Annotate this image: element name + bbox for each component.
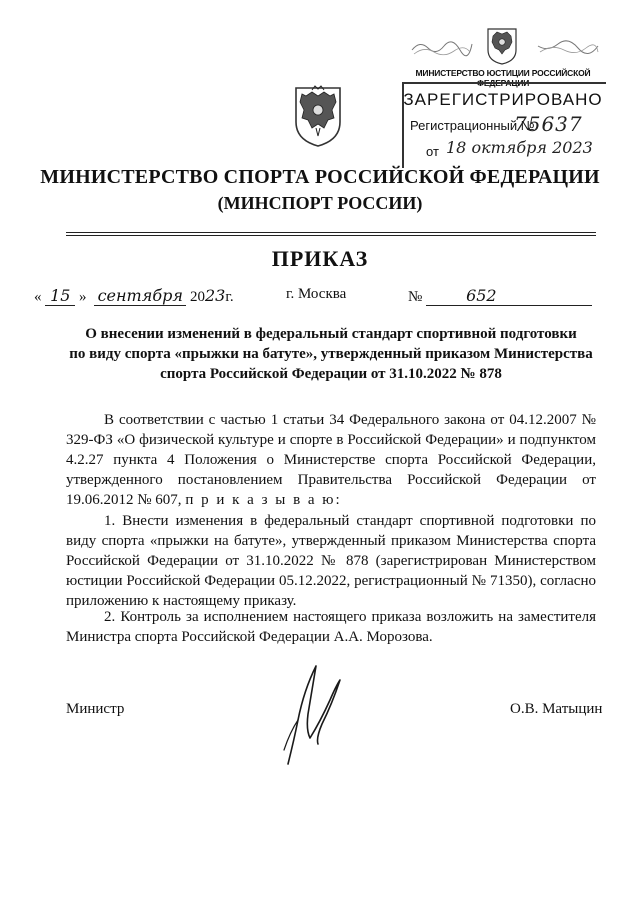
stamp-ministry-name: МИНИСТЕРСТВО ЮСТИЦИИ РОССИЙСКОЙ ФЕДЕРАЦИИ — [415, 68, 591, 88]
handwritten-signature — [260, 660, 356, 770]
subject-line-2: по виду спорта «прыжки на батуте», утвержденный приказом Министерства — [69, 346, 593, 362]
ministry-title: МИНИСТЕРСТВО СПОРТА РОССИЙСКОЙ ФЕДЕРАЦИИ — [40, 166, 600, 188]
stamp-ornament-left — [410, 36, 474, 58]
number-value: 652 — [426, 286, 592, 306]
order-word: п р и к а з ы в а ю: — [185, 492, 342, 508]
subject-line-1: О внесении изменений в федеральный стандарт спортивной подготовки — [85, 326, 577, 342]
document-type: ПРИКАЗ — [271, 246, 369, 271]
stamp-registered-label: ЗАРЕГИСТРИРОВАНО — [403, 90, 603, 109]
item-1-text: 1. Внести изменения в федеральный стандарт спортивной подготовки по виду спорта «прыжки на батуте», утвержденный приказом Министерства спорта Российской Федерации от 31.10.2022 № 878 (зарегистрирован Министерством юстиции Российской Федерации 05.12.2022, регистрационный № 71350), согласно приложению к настоящему приказу. — [66, 513, 596, 609]
number-label: № — [408, 289, 423, 305]
date-year-prefix: 20 — [190, 289, 205, 305]
stamp-date-label: от — [426, 144, 439, 159]
date-month: сентября — [94, 286, 186, 306]
stamp-reg-number-label: Регистрационный № — [410, 118, 535, 133]
date-year-unit: г. — [225, 289, 234, 305]
item-2-paragraph — [66, 607, 596, 647]
order-subject — [66, 324, 596, 384]
date-open-quote: « — [34, 289, 42, 305]
item-1-paragraph — [66, 511, 596, 611]
signer-name: О.В. Матыцин — [510, 701, 603, 717]
date-year-suffix: 23 — [205, 286, 226, 305]
coat-of-arms-emblem — [290, 84, 346, 148]
stamp-ornament-right — [536, 36, 600, 58]
order-number — [408, 286, 592, 306]
date-day: 15 — [45, 286, 75, 306]
ministry-short-name: (МИНСПОРТ РОССИИ) — [217, 193, 423, 213]
registration-stamp — [396, 20, 610, 168]
stamp-emblem — [484, 26, 520, 66]
signer-role: Министр — [66, 701, 125, 717]
preamble-paragraph — [66, 410, 596, 510]
date-close-quote: » — [79, 289, 87, 305]
stamp-date-value: 18 октября 2023 — [446, 138, 593, 157]
item-2-text: 2. Контроль за исполнением настоящего приказа возложить на заместителя Министра спорта Российской Федерации А.А. Морозова. — [66, 609, 596, 645]
header-divider — [66, 232, 596, 233]
order-date — [34, 286, 234, 306]
header-divider-second — [66, 235, 596, 236]
stamp-reg-number: 75637 — [514, 112, 583, 136]
preamble-text: В соответствии с частью 1 статьи 34 Федерального закона от 04.12.2007 № 329-ФЗ «О физической культуре и спорте в Российской Федерации» и подпунктом 4.2.27 пункта 4 Положения о Министерстве спорта Российской Федерации, утвержденного постановлением Правительства Российской Федерации от 19.06.2012 № 607, — [66, 412, 596, 508]
city: г. Москва — [286, 286, 347, 302]
subject-line-3: спорта Российской Федерации от 31.10.2022 № 878 — [160, 366, 502, 382]
